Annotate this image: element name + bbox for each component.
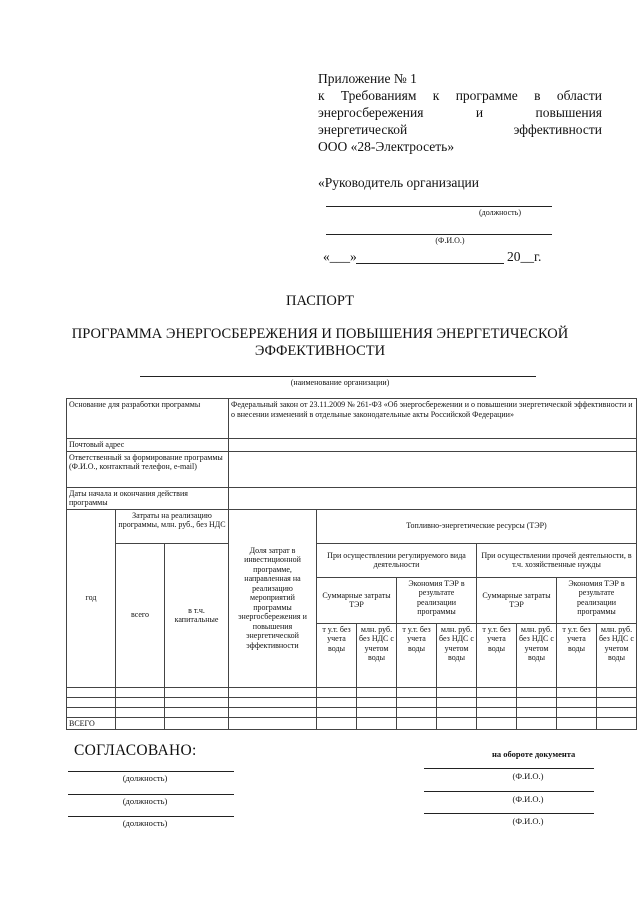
- dates-label: Даты начала и окончания действия программы: [67, 487, 229, 509]
- position-caption: (должность): [122, 796, 168, 806]
- responsible-value[interactable]: [229, 451, 637, 487]
- responsible-label: Ответственный за формирование программы (Ф.И.О., контактный телефон, e-mail): [67, 451, 229, 487]
- table-cell[interactable]: [67, 697, 116, 707]
- appendix-line-3: [318, 104, 602, 121]
- table-cell[interactable]: [397, 687, 437, 697]
- table-cell[interactable]: [357, 717, 397, 730]
- other-activity-header: При осуществлении прочей деятельности, в т.ч. хозяйственные нужды: [477, 543, 637, 577]
- regulated-sum-header: Суммарные затраты ТЭР: [317, 577, 397, 623]
- signature-line-left: [68, 771, 234, 772]
- table-cell[interactable]: [67, 707, 116, 717]
- unit-tut-header: т у.т. без учета воды: [397, 623, 437, 687]
- table-cell[interactable]: [397, 697, 437, 707]
- table-cell[interactable]: [597, 697, 637, 707]
- dates-value[interactable]: [229, 487, 637, 509]
- fio-caption: (Ф.И.О.): [512, 794, 544, 804]
- table-cell[interactable]: [597, 687, 637, 697]
- table-cell[interactable]: [597, 717, 637, 730]
- table-row: [67, 707, 637, 717]
- appendix-word: эффективности: [513, 122, 602, 137]
- appendix-line-2: к Требованиям к программе в области: [318, 88, 602, 103]
- appendix-number: Приложение № 1: [318, 71, 417, 86]
- appendix-line-4: [318, 121, 602, 138]
- table-cell[interactable]: [477, 707, 517, 717]
- position-caption: (должность): [122, 773, 168, 783]
- table-cell[interactable]: [597, 707, 637, 717]
- passport-title: ПАСПОРТ: [286, 293, 354, 309]
- table-cell[interactable]: [229, 717, 317, 730]
- table-cell[interactable]: [557, 707, 597, 717]
- table-cell[interactable]: [557, 717, 597, 730]
- fio-caption: (Ф.И.О.): [512, 816, 544, 826]
- table-cell[interactable]: [517, 707, 557, 717]
- position-caption: (должность): [122, 818, 168, 828]
- table-cell[interactable]: [317, 697, 357, 707]
- table-cell[interactable]: [517, 687, 557, 697]
- table-cell[interactable]: [116, 707, 165, 717]
- table-cell[interactable]: [437, 717, 477, 730]
- table-cell[interactable]: [357, 687, 397, 697]
- unit-tut-header: т у.т. без учета воды: [317, 623, 357, 687]
- unit-rub-header: млн. руб. без НДС с учетом воды: [357, 623, 397, 687]
- table-cell[interactable]: [229, 707, 317, 717]
- share-header: Доля затрат в инвестиционной программе, направленная на реализацию мероприятий программы энергосбережения и повышения энергетической эффективности: [229, 509, 317, 687]
- other-sum-header: Суммарные затраты ТЭР: [477, 577, 557, 623]
- appendix-word: повышения: [535, 105, 603, 120]
- organization-name-line: [140, 376, 536, 377]
- unit-rub-header: млн. руб. без НДС с учетом воды: [597, 623, 637, 687]
- fio-line: [326, 234, 552, 235]
- organization-caption: (наименование организации): [290, 378, 390, 387]
- passport-table: [66, 398, 637, 730]
- signature-line-right: [424, 813, 594, 814]
- unit-rub-header: млн. руб. без НДС с учетом воды: [517, 623, 557, 687]
- table-cell[interactable]: [317, 707, 357, 717]
- table-cell[interactable]: [116, 697, 165, 707]
- table-cell[interactable]: [557, 697, 597, 707]
- appendix-word: и: [475, 105, 484, 120]
- table-cell[interactable]: [165, 707, 229, 717]
- table-cell[interactable]: [557, 687, 597, 697]
- table-cell[interactable]: [116, 717, 165, 730]
- signature-line-right: [424, 768, 594, 769]
- head-of-organization-label: «Руководитель организации: [318, 175, 480, 190]
- regulated-activity-header: При осуществлении регулируемого вида деятельности: [317, 543, 477, 577]
- unit-tut-header: т у.т. без учета воды: [477, 623, 517, 687]
- program-title-line-2: ЭФФЕКТИВНОСТИ: [254, 343, 386, 359]
- table-cell[interactable]: [67, 687, 116, 697]
- regulated-savings-header: Экономия ТЭР в результате реализации программы: [397, 577, 477, 623]
- unit-tut-header: т у.т. без учета воды: [557, 623, 597, 687]
- signature-line-left: [68, 816, 234, 817]
- table-cell[interactable]: [477, 717, 517, 730]
- date-year: 20__г.: [507, 249, 542, 264]
- table-cell[interactable]: [229, 687, 317, 697]
- basis-value: Федеральный закон от 23.11.2009 № 261-ФЗ «Об энергосбережении и о повышении энергетической эффективности и о внесении изменений в отдельные законодательные акты Российской Федерации»: [229, 399, 637, 439]
- table-cell[interactable]: [317, 717, 357, 730]
- table-cell[interactable]: [229, 697, 317, 707]
- fio-caption: (Ф.И.О.): [435, 236, 465, 245]
- total-row-label: ВСЕГО: [67, 717, 116, 730]
- table-cell[interactable]: [397, 707, 437, 717]
- table-cell[interactable]: [397, 717, 437, 730]
- table-cell[interactable]: [357, 697, 397, 707]
- table-cell[interactable]: [437, 697, 477, 707]
- table-cell[interactable]: [116, 687, 165, 697]
- table-cell[interactable]: [477, 697, 517, 707]
- total-row: [67, 717, 637, 730]
- date-day: «___»: [323, 249, 357, 264]
- table-row: [67, 687, 637, 697]
- reverse-note: на обороте документа: [492, 749, 576, 759]
- table-cell[interactable]: [357, 707, 397, 717]
- fio-caption: (Ф.И.О.): [512, 771, 544, 781]
- other-savings-header: Экономия ТЭР в результате реализации программы: [557, 577, 637, 623]
- table-cell[interactable]: [517, 697, 557, 707]
- table-cell[interactable]: [317, 687, 357, 697]
- appendix-company: ООО «28-Электросеть»: [318, 139, 455, 154]
- program-title-line-1: ПРОГРАММА ЭНЕРГОСБЕРЕЖЕНИЯ И ПОВЫШЕНИЯ ЭНЕРГЕТИЧЕСКОЙ: [71, 326, 569, 342]
- table-cell[interactable]: [477, 687, 517, 697]
- table-cell[interactable]: [437, 687, 477, 697]
- position-caption: (должность): [479, 208, 521, 217]
- unit-rub-header: млн. руб. без НДС с учетом воды: [437, 623, 477, 687]
- address-label: Почтовый адрес: [67, 439, 229, 452]
- table-cell[interactable]: [165, 697, 229, 707]
- ter-header: Топливно-энергетические ресурсы (ТЭР): [317, 509, 637, 543]
- appendix-header: [318, 70, 602, 155]
- address-value[interactable]: [229, 439, 637, 452]
- capital-costs-header: в т.ч. капитальные: [165, 543, 229, 687]
- agreed-heading: СОГЛАСОВАНО:: [74, 742, 197, 759]
- appendix-word: энергетической: [318, 122, 408, 137]
- table-cell[interactable]: [517, 717, 557, 730]
- signature-line-right: [424, 791, 594, 792]
- year-header: год: [67, 509, 116, 687]
- position-line: [326, 206, 552, 207]
- date-month-line: [356, 263, 504, 264]
- table-cell[interactable]: [165, 717, 229, 730]
- table-row: [67, 697, 637, 707]
- appendix-word: энергосбережения: [318, 105, 424, 120]
- costs-header: Затраты на реализацию программы, млн. руб., без НДС: [116, 509, 229, 543]
- total-costs-header: всего: [116, 543, 165, 687]
- signature-line-left: [68, 794, 234, 795]
- basis-label: Основание для разработки программы: [67, 399, 229, 439]
- table-cell[interactable]: [437, 707, 477, 717]
- table-cell[interactable]: [165, 687, 229, 697]
